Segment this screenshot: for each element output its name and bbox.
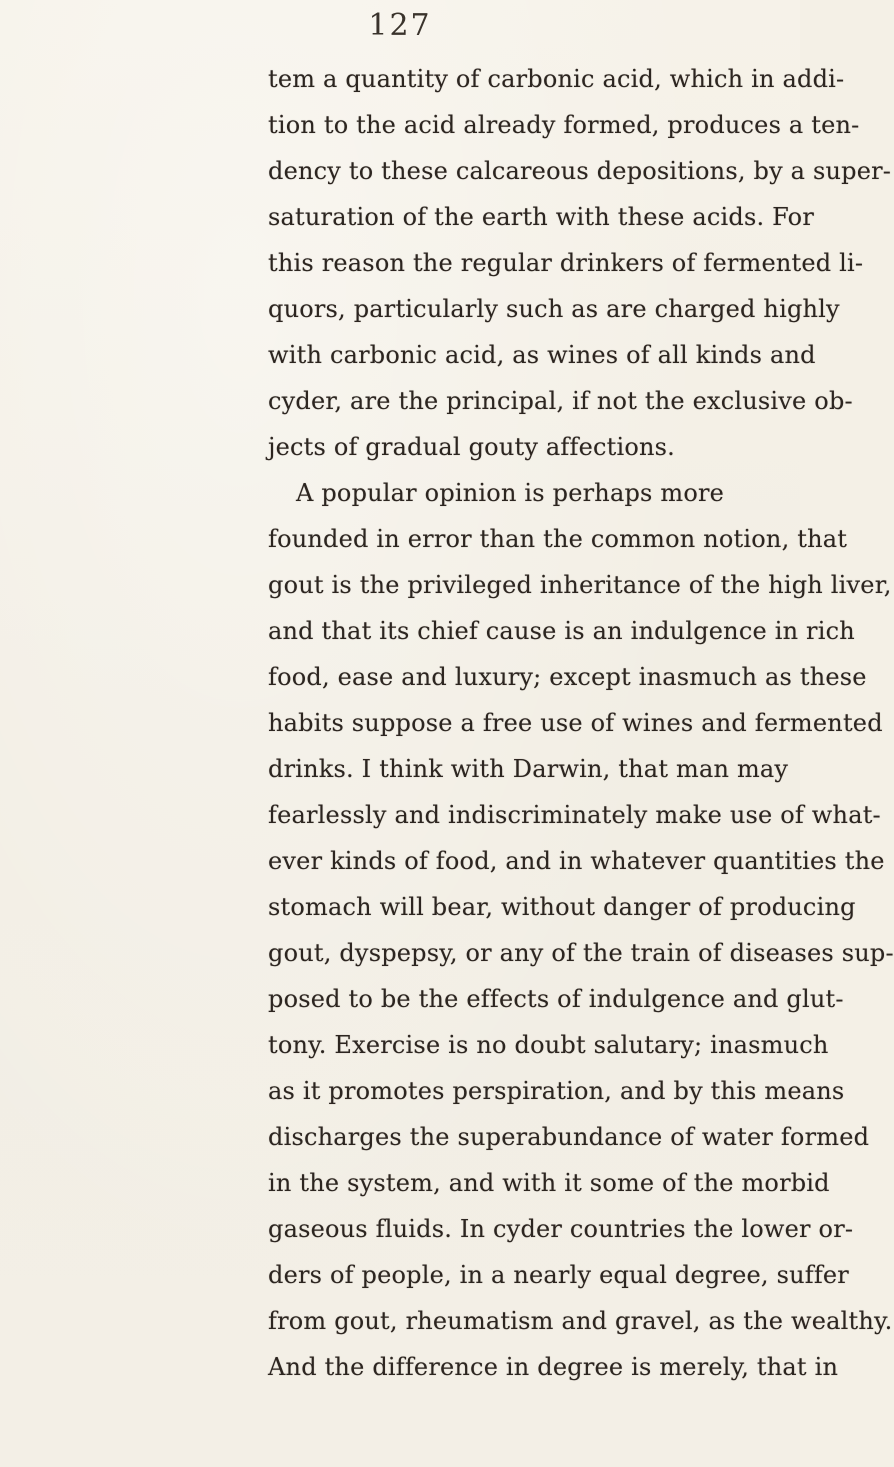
text-line: tion to the acid already formed, produces a ten- bbox=[268, 111, 860, 139]
text-line: drinks. I think with Darwin, that man may bbox=[268, 755, 789, 783]
text-line: from gout, rheumatism and gravel, as the wealthy. bbox=[268, 1307, 893, 1335]
text-line: and that its chief cause is an indulgence in rich bbox=[268, 617, 855, 645]
text-line: founded in error than the common notion, that bbox=[268, 525, 848, 553]
text-line: with carbonic acid, as wines of all kinds and bbox=[268, 341, 816, 369]
text-line: cyder, are the principal, if not the exclusive ob- bbox=[268, 387, 853, 415]
text-line: fearlessly and indiscriminately make use of what- bbox=[268, 801, 881, 829]
text-line: tem a quantity of carbonic acid, which in addi- bbox=[268, 65, 845, 93]
text-line: food, ease and luxury; except inasmuch as these bbox=[268, 663, 867, 691]
text-line: this reason the regular drinkers of fermented li- bbox=[268, 249, 864, 277]
text-line: saturation of the earth with these acids. For bbox=[268, 203, 814, 231]
text-line: quors, particularly such as are charged highly bbox=[268, 295, 840, 323]
text-line: discharges the superabundance of water formed bbox=[268, 1123, 870, 1151]
text-line: gout is the privileged inheritance of the high liver, bbox=[268, 571, 892, 599]
text-line: jects of gradual gouty affections. bbox=[268, 433, 676, 461]
text-line: in the system, and with it some of the morbid bbox=[268, 1169, 830, 1197]
paragraph-start-line: A popular opinion is perhaps more bbox=[296, 479, 725, 507]
text-line: stomach will bear, without danger of producing bbox=[268, 893, 856, 921]
text-line: ders of people, in a nearly equal degree, suffer bbox=[268, 1261, 849, 1289]
text-line: And the difference in degree is merely, that in bbox=[268, 1353, 839, 1381]
text-line: habits suppose a free use of wines and fermented bbox=[268, 709, 883, 737]
text-line: posed to be the effects of indulgence and glut- bbox=[268, 985, 844, 1013]
text-line: gout, dyspepsy, or any of the train of diseases sup- bbox=[268, 939, 894, 967]
text-line: gaseous fluids. In cyder countries the lower or- bbox=[268, 1215, 854, 1243]
page-number: 127 bbox=[368, 8, 432, 43]
text-line: tony. Exercise is no doubt salutary; inasmuch bbox=[268, 1031, 829, 1059]
body-text bbox=[268, 56, 894, 1390]
text-line: as it promotes perspiration, and by this means bbox=[268, 1077, 845, 1105]
text-line: ever kinds of food, and in whatever quantities the bbox=[268, 847, 885, 875]
text-line: dency to these calcareous depositions, by a super- bbox=[268, 157, 892, 185]
